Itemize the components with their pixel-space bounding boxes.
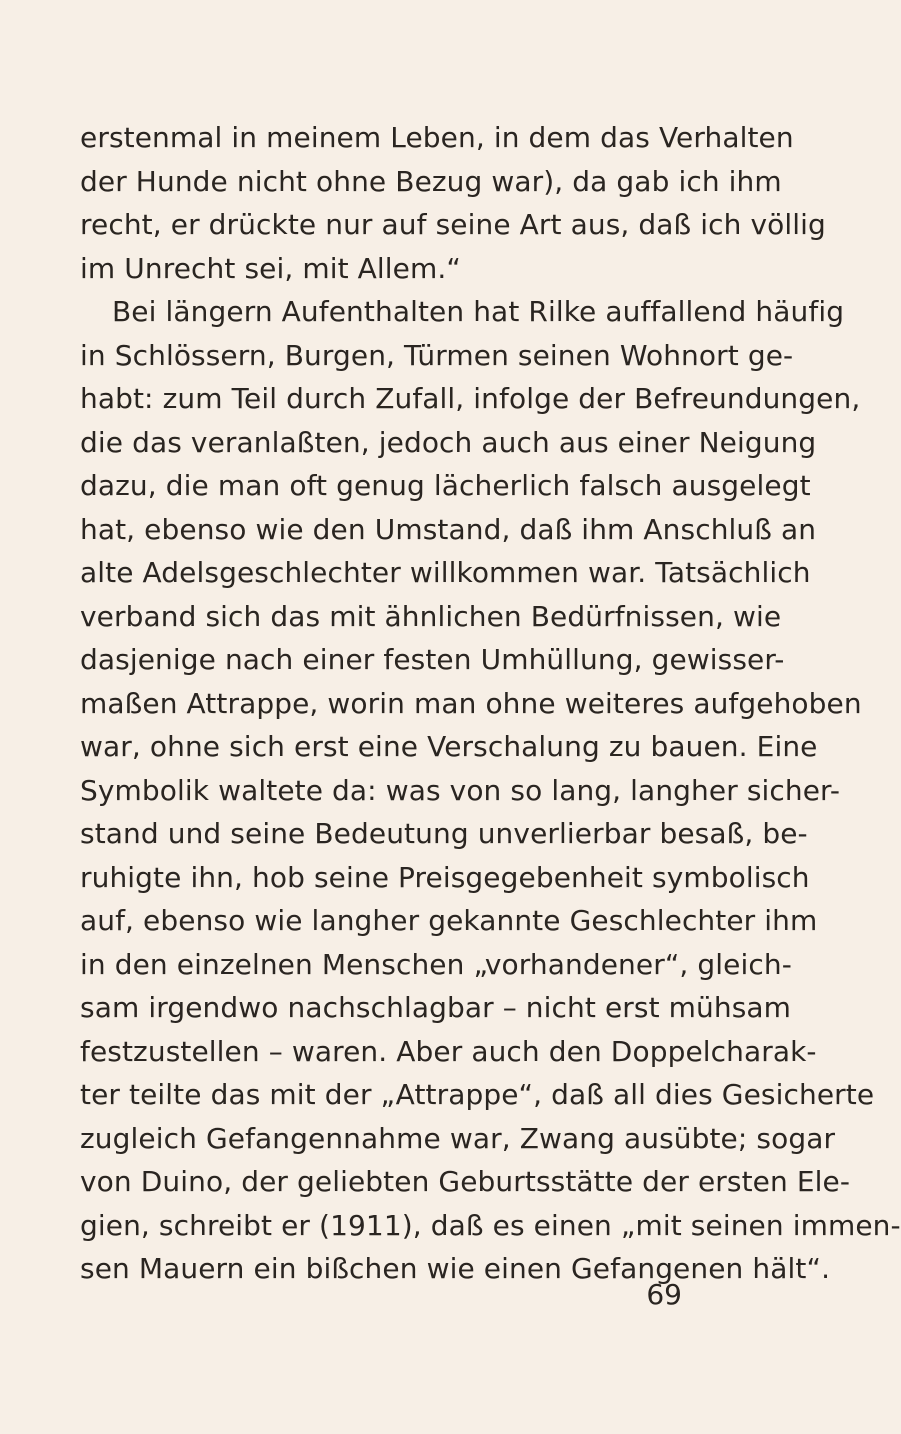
text-line: erstenmal in meinem Leben, in dem das Verhalten (80, 121, 794, 154)
text-line: dazu, die man oft genug lächerlich falsch ausgelegt (80, 469, 811, 502)
text-line: in den einzelnen Menschen „vorhandener“, gleich- (80, 947, 792, 981)
text-line: der Hunde nicht ohne Bezug war), da gab ich ihm (80, 164, 782, 198)
text-line: ter teilte das mit der „Attrappe“, daß all dies Gesicherte (80, 1078, 875, 1111)
text-line: in Schlössern, Burgen, Türmen seinen Wohnort ge- (80, 338, 794, 372)
text-line: maßen Attrappe, worin man ohne weiteres aufgehoben (80, 686, 862, 720)
text-line: die das veranlaßten, jedoch auch aus einer Neigung (80, 425, 817, 459)
text-line: auf, ebenso wie langher gekannte Geschlechter ihm (80, 904, 818, 937)
text-line: stand und seine Bedeutung unverlierbar besaß, be- (80, 817, 808, 850)
text-line: verband sich das mit ähnlichen Bedürfnissen, wie (80, 599, 782, 633)
paragraph-start-line: Bei längern Aufenthalten hat Rilke auffallend häufig (112, 295, 845, 328)
text-line: habt: zum Teil durch Zufall, infolge der Befreundungen, (80, 382, 861, 415)
text-line: festzustellen – waren. Aber auch den Doppelcharak- (80, 1034, 817, 1068)
text-line: ruhigte ihn, hob seine Preisgegebenheit symbolisch (80, 860, 810, 894)
text-line: Symbolik waltete da: was von so lang, langher sicher- (80, 773, 841, 807)
text-line: zugleich Gefangennahme war, Zwang ausübte; sogar (80, 1121, 836, 1155)
text-line: hat, ebenso wie den Umstand, daß ihm Anschluß an (80, 512, 817, 546)
text-line: von Duino, der geliebten Geburtsstätte der ersten Ele- (80, 1165, 851, 1198)
body-text (80, 116, 901, 1291)
text-line: im Unrecht sei, mit Allem.“ (80, 251, 461, 285)
text-line: sen Mauern ein bißchen wie einen Gefangenen hält“. (80, 1252, 831, 1285)
text-line: sam irgendwo nachschlagbar – nicht erst mühsam (80, 991, 792, 1024)
text-line: war, ohne sich erst eine Verschalung zu bauen. Eine (80, 730, 818, 763)
text-line: gien, schreibt er (1911), daß es einen „mit seinen immen- (80, 1208, 901, 1242)
page-number: 69 (646, 1278, 682, 1311)
text-line: alte Adelsgeschlechter willkommen war. Tatsächlich (80, 556, 811, 589)
text-line: dasjenige nach einer festen Umhüllung, gewisser- (80, 643, 785, 676)
text-line: recht, er drückte nur auf seine Art aus, daß ich völlig (80, 208, 826, 241)
